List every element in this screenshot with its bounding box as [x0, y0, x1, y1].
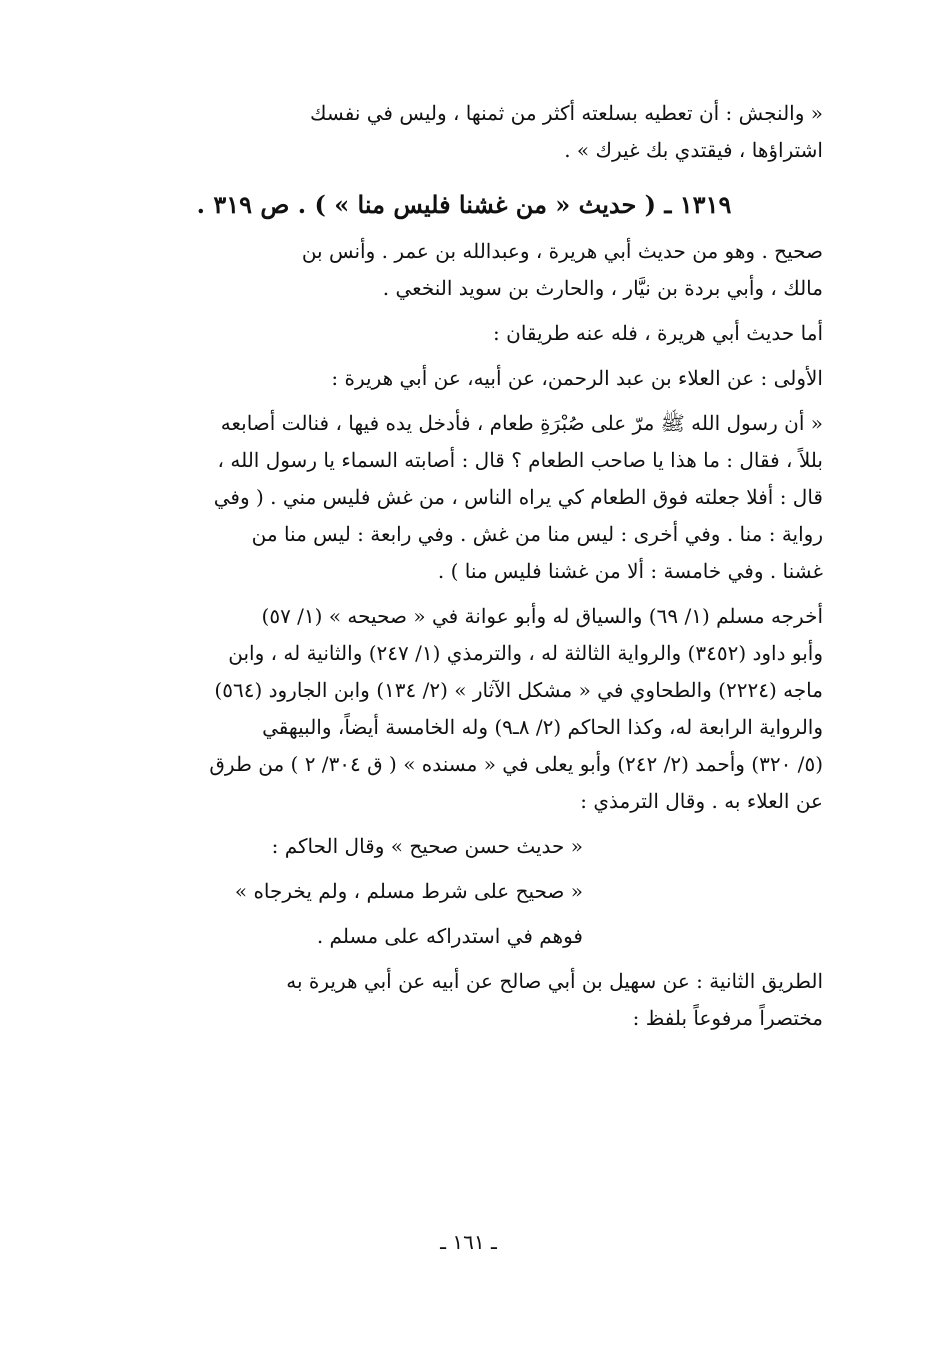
- text-line: مختصراً مرفوعاً بلفظ :: [632, 1006, 823, 1030]
- text-line: « حديث حسن صحيح » وقال الحاكم :: [271, 834, 583, 858]
- text-line: (٥/ ٣٢٠) وأحمد (٢/ ٢٤٢) وأبو يعلى في « مسنده » ( ق ٣٠٤/ ٢ ) من طرق: [209, 752, 823, 776]
- paragraph-takhrij: [145, 598, 823, 820]
- book-page: [145, 95, 823, 1275]
- text-line: ماجه (٢٢٢٤) والطحاوي في « مشكل الآثار » (٢/ ١٣٤) وابن الجارود (٥٦٤): [214, 678, 823, 702]
- text-line: عن العلاء به . وقال الترمذي :: [580, 789, 823, 813]
- text-line: أخرجه مسلم (١/ ٦٩) والسياق له وأبو عوانة في « صحيحه » (١/ ٥٧): [261, 604, 823, 628]
- page-number: ـ ١٦١ ـ: [440, 1230, 497, 1254]
- text-line: قال : أفلا جعلته فوق الطعام كي يراه الناس ، من غش فليس مني . ( وفي: [213, 485, 823, 509]
- text-line: مالك ، وأبي بردة بن نيَّار ، والحارث بن سويد النخعي .: [382, 276, 823, 300]
- text-line: « صحيح على شرط مسلم ، ولم يخرجاه »: [234, 879, 583, 903]
- quotes-block: [145, 828, 583, 955]
- text-line: وأبو داود (٣٤٥٢) والرواية الثالثة له ، والترمذي (١/ ٢٤٧) والثانية له ، وابن: [228, 641, 823, 665]
- text-line: أما حديث أبي هريرة ، فله عنه طريقان :: [493, 321, 823, 345]
- text-line: « أن رسول الله ﷺ مرّ على صُبْرَةِ طعام ، فأدخل يده فيها ، فنالت أصابعه: [220, 411, 823, 435]
- text-line: صحيح . وهو من حديث أبي هريرة ، وعبدالله بن عمر . وأنس بن: [301, 239, 823, 263]
- paragraph-grading: [145, 233, 823, 307]
- paragraph-hadith-text: [145, 405, 823, 590]
- text-line: والرواية الرابعة له، وكذا الحاكم (٢/ ٨ـ٩) وله الخامسة أيضاً، والبيهقي: [262, 715, 823, 739]
- paragraph-najsh: [145, 95, 823, 169]
- text-line: فوهم في استدراكه على مسلم .: [316, 924, 583, 948]
- paragraph-abu-hurayra: [145, 315, 823, 352]
- text-line: غشنا . وفي خامسة : ألا من غشنا فليس منا ) .: [437, 559, 823, 583]
- hakim-quote: [145, 873, 583, 910]
- text-line: الطريق الثانية : عن سهيل بن أبي صالح عن أبيه عن أبي هريرة به: [286, 969, 823, 993]
- text-line: اشتراؤها ، فيقتدي بك غيرك » .: [564, 138, 823, 162]
- text-line: بللاً ، فقال : ما هذا يا صاحب الطعام ؟ قال : أصابته السماء يا رسول الله ،: [217, 448, 823, 472]
- text-line: الأولى : عن العلاء بن عبد الرحمن، عن أبيه، عن أبي هريرة :: [331, 366, 823, 390]
- paragraph-first-route: [145, 360, 823, 397]
- tirmidhi-quote: [145, 828, 583, 865]
- text-line: « والنجش : أن تعطيه بسلعته أكثر من ثمنها ، وليس في نفسك: [310, 101, 823, 125]
- text-line: رواية : منا . وفي أخرى : ليس منا من غش . وفي رابعة : ليس منا من: [251, 522, 823, 546]
- hadith-heading: ١٣١٩ ـ ( حديث « من غشنا فليس منا » ) . ص ٣١٩ .: [196, 190, 732, 219]
- paragraph-second-route: [145, 963, 823, 1037]
- wahm-note: [145, 918, 583, 955]
